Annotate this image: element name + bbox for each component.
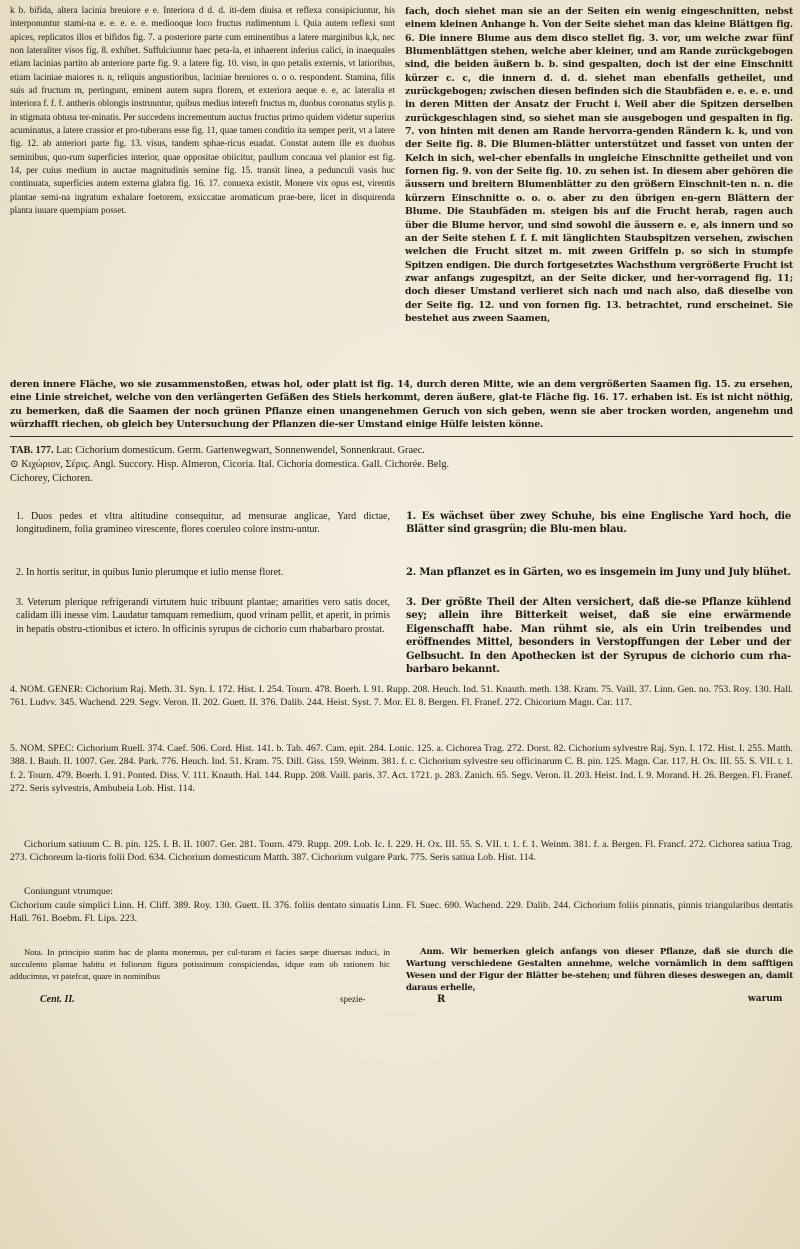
tab-names-line3: Cichorey, Cichoren. [10, 473, 93, 484]
paragraph-3-german: 3. Der größte Theil der Alten versichert, daß die-se Pflanze kühlend sey; allein ihre Bitterkeit weiset, daß sie eine erwärmende Eigenschafft habe. Man rühmt sie, als ein Urin treibendes und eröffnendes Mittel, besonders in Verstopffungen der Leber und der Gelbsucht. In den Apothecken ist der Syrupus de cichorio cum rha-barbaro bekannt. [406, 597, 791, 676]
tab-names-line2: ⊙ Κιχώριον, Σέρις. Angl. Succory. Hisp. Almeron, Cicoria. Ital. Cichoria domestica. Gall. Cichorée. Belg. [10, 459, 450, 470]
footnote-latin: Nota. In principio statim hac de planta monemus, per cul-turam ei facies saepe diuersas induci, in succulento plantae habitu et foliorum figura potissimum conspiciendas, idque eam ob rationem hic adducimus, vt patefcat, quare in nominibus [10, 947, 390, 981]
footnote-german: Anm. Wir bemerken gleich anfangs von dieser Pflanze, daß sie durch die Wartung verschiedene Gestalten annehme, welche vornämlich in dem safftigen Wesen und der Figur der Blätter be-stehen; und führen dieses deswegen an, damit daraus erhelle, [406, 947, 793, 993]
paragraph-1-german: 1. Es wächset über zwey Schuhe, bis eine Englische Yard hoch, die Blätter sind grasgrün; die Blu-men blau. [406, 511, 791, 536]
divider-rule [10, 436, 793, 437]
paragraph-2-german: 2. Man pflanzet es in Gärten, wo es insgemein im Juny und July blühet. [406, 567, 791, 578]
paragraph-2-latin: 2. In hortis seritur, in quibus Iunio plerumque et iulio mense floret. [16, 567, 284, 578]
paragraph-1-latin: 1. Duos pedes et vltra altitudine consequitur, ad mensurae anglicae, Yard dictae, longitudinem, folia gramineo virescente, flores coeruleo colore instru-untur. [16, 511, 390, 536]
section-nom-gener: 4. NOM. GENER: Cichorium Raj. Meth. 31. Syn. I. 172. Hist. I. 254. Tourn. 478. Boerh. I. 91. Rupp. 208. Heuch. Ind. 51. Knauth. meth. 138. Kram. 75. Vaill. 37. Linn. Gen. no. 753. Roy. 130. Hall. 761. Ludvv. 345. Wachend. 229. Segv. Veron. II. 202. Guett. II. 376. Dalib. 244. Heist. Syst. 7. Mor. El. 8. Bergen. Fl. Franef. 272. Chicorium Magn. Car. 117. [10, 684, 793, 709]
tab-heading [10, 444, 793, 486]
section-cichorium-sativum: Cichorium satiuum C. B. pin. 125. I. B. II. 1007. Ger. 281. Tourn. 479. Rupp. 209. Lob. Ic. I. 229. H. Ox. III. 55. S. VII. t. 1. f. 1. Weinm. 381. f. a. Bergen. Fl. Francf. 272. Cichorea satiua Trag. 273. Cichoreum la-tioris folii Dod. 634. Cichorium domesticum Matth. 387. Cichorium vulgare Park. 775. Seris satiua Lob. Hist. 114. [10, 839, 793, 864]
signature-left: Cent. II. [40, 994, 75, 1005]
description-latin: k b. bifida, altera lacinia breuiore e e. Interiora d d. d. iti-dem diuisa et reflexa consipiciuntur, his interponuntur stami-na e. e. e. e. e. mediooque loco fructus rudimentum i. Quia autem reflexi sunt apices, replicatos illos et bifidos fig. 7. a posteriore parte cum eminentibus a latere marginibus k,k, nec non lateraliter visos fig. 8. exhibet. Suffulciuntur haec peta-la, et inhaerent inferius calici, in inaequales etiam lacinias partito ab anteriore parte fig. 9. a latere fig. 10. viso, in quo petalis externis, vt latioribus, etiam laciniae maiores n. n, reliquis angustioribus, laciniae breuiores o. o o. respondent. Stamina, filis suis ad fructum m, pertingunt, eminent autem supra florem, et exteriora aeque e. e, ac lateralia et interiora f. f. f. antheris oblongis instruuntur, quibus medius intereft fructus m, duobus coronatus stylis p. in stigmata obtusa ter-minatis. Per succedens incrementum auctus fructus primo quidem videtur superius acuminatus, a latere crassior et pro-tuberans esse fig. 11, quae tamen conditio ita semper perit, vt a latere fig. 12. ab anteriori parte fig. 13. visus, tandem sphae-ricus euadat. Constat autem ille ex duobus seminibus, quo-rum superficies interior, quae oppositae obiicitur, paullum concaua vel planior est fig. 14, per cuius medium in auctae magnitudinis semine fig. 15. transit linea, a pedunculi vasis huc continuata, superficies autem externa glabra fig. 16. 17. conuexa existit. Monere vix opus est, virentis plantae semi-na ingratum exhalare foetorem, exsiccatae aromaticum prae-bere, licet in disquirenda planta iuuare quempiam posset. [10, 6, 395, 217]
description-german-continued: deren innere Fläche, wo sie zusammenstoßen, etwas hol, oder platt ist fig. 14, durch deren Mitte, wie an dem vergrößerten Saamen fig. 15. zu ersehen, eine Linie streichet, welche von den verlängerten Gefäßen des Stiels herkommt, deren äußere, glat-te Fläche fig. 16. 17. erhaben ist. Es ist nicht nöthig, zu bemerken, daß die Saamen der noch grünen Pflanze einen unangenehmen Geruch von sich geben, wenn sie aber trocken worden, angenehm und würzhafft riechen, ob gleich bey Untersuchung der Pflanzen die-ser Umstand einige Hülfe leisten könne. [10, 379, 793, 431]
section-nom-spec: 5. NOM. SPEC: Cichorium Ruell. 374. Caef. 506. Cord. Hist. 141. b. Tab. 467. Cam. epit. 284. Lonic. 125. a. Cichorea Trag. 272. Dorst. 82. Cichorium sylvestre Raj. Syn. I. 172. Hist. I. 255. Matth. 388. I. Bauh. II. 1007. Ger. 284. Park. 776. Heuch. Ind. 51. Kram. 75. Dill. Giss. 159. Weinm. 381. f. c. Cichorium sylvestre seu officinarum C. B. pin. 125. Magn. Car. 117. H. Ox. III. 55. S. VII. t. 1. f. 2. Tourn. 479. Boerh. I. 91. Ponted. Diss. V. 111. Knauth. Hal. 144. Rupp. 208. Vaill. paris. 37. Act. 1721. p. 283. Zanich. 65. Segv. Veron. II. 203. Heist. Ind. I. 9. Morand. H. 26. Bergen. Fl. Franef. 272. Seris sylvestris, Ambubeia Lob. Hist. 114. [10, 743, 793, 795]
catchword-latin: spezie- [340, 994, 366, 1004]
signature-mark: R [437, 994, 446, 1005]
catchword-german: warum [748, 994, 783, 1004]
tab-label: TAB. 177. [10, 445, 54, 456]
paragraph-3-latin: 3. Veterum plerique refrigerandi virtutem huic tribuunt plantae; amarities vero satis docet, calidam illi inesse vim. Laudatur tamquam remedium, quod vrinam pellit, et aperit, in primis in hepatis obstru-ctionibus et ictero. In officinis syrupus de cichorio cum rhabarbaro prostat. [16, 597, 390, 635]
section-cichorium-caule: Cichorium caule simplici Linn. H. Cliff. 389. Roy. 130. Guett. II. 376. foliis dentato sinuatis Linn. Fl. Suec. 690. Wachend. 229. Dalib. 244. Cichorium foliis pinnatis, pinnis triangularibus dentatis Hall. 761. Boebm. Fl. Lips. 223. [10, 900, 793, 925]
description-german: fach, doch siehet man sie an der Seiten ein wenig eingeschnitten, nebst einem kleinen Anhange h. Von der Seite siehet man das kleine Blättgen fig. 6. Die innere Blume aus dem disco stellet fig. 3. vor, um welche zwar fünf Blumenblättgen stehen, welche aber kleiner, und am Rande zurückgebogen sind, die beiden äußern b. b. sind gespalten, doch ist der eine Einschnitt kürzer c. c, die innern d. d. d. siehet man ebenfalls getheilet, und zurückgebogen; zwischen diesen befinden sich die Staubfäden e. e. e. e. und in deren Mitten der Ansatz der Frucht i. Weil aber die Spitzen derselben zurückgeschlagen sind, so siehet man sie ausgebogen und gespalten in fig. 7. von hinten mit denen am Rande hervorra-genden Rändern k. k, und von der Seite fig. 8. Die Blumen-blätter unterstützet und fasset von unten der Kelch in sich, wel-cher ebenfalls in ungleiche Einschnitte getheilet und von fornen fig. 9. von der Seite fig. 10. zu sehen ist. In diesem aber gehören die äussern und breitern Blumenblätter zu den größern Einschnit-ten n. n. die kürzern Einschnitte o. o. o. aber zu den übrigen en-gern Blättern der Blume. Die Staubfäden m. steigen bis auf die Frucht herab, ragen auch über die Blume hervor, und sind sowohl die äussern e. e, als innern und so an der Seite stehen f. f. f. mit länglichten Staubspitzen versehen, zwischen welchen die Frucht sitzet m. mit zween Griffeln p. so sich in stumpfe Spitzen endigen. Die durch fortgesetztes Wachsthum vergrößerte Frucht ist zwar anfangs zugespitzt, an der Seite dicker, und her-vorragend fig. 11; doch dieser Umstand verlieret sich nach und nach also, daß dieselbe von der Seite fig. 12. und von fornen fig. 13. betrachtet, rund erscheinet. Sie bestehet aus zween Saamen, [405, 6, 794, 324]
section-coniungunt: Coniungunt vtrumque: [24, 886, 113, 897]
tab-names-line1: Lat: Cichorium domesticum. Germ. Gartenwegwart, Sonnenwendel, Sonnenkraut. Graec. [56, 445, 425, 456]
